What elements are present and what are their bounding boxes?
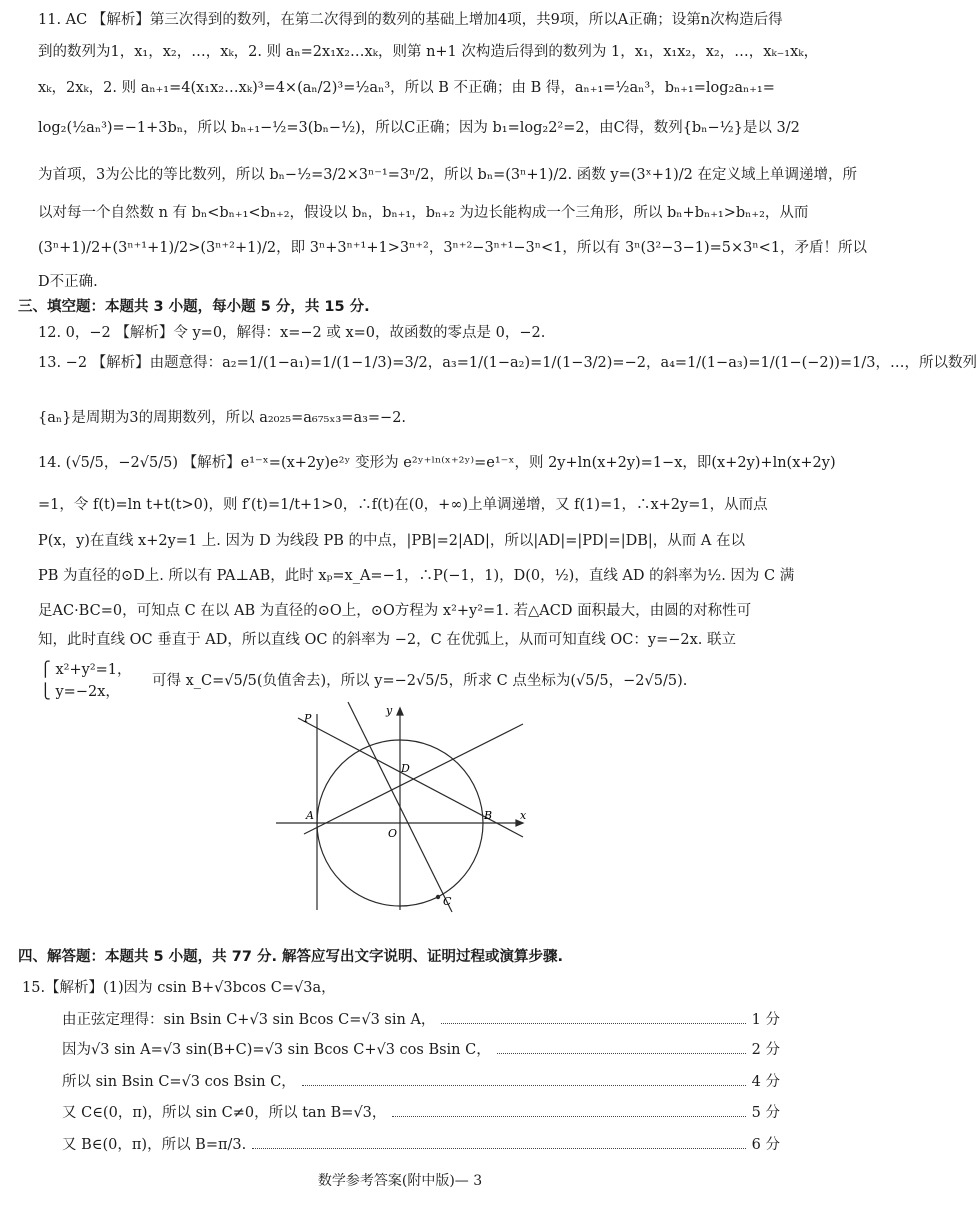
q15-intro: 15.【解析】(1)因为 csin B+√3bcos C=√3a， xyxy=(22,980,336,996)
q14-line-5: 足AC·BC=0，可知点 C 在以 AB 为直径的⊙O上，⊙O方程为 x²+y²=1. 若△ACD 面积最大，由圆的对称性可 xyxy=(38,603,752,619)
label-d: D xyxy=(401,762,410,775)
q14-line-2: =1，令 f(t)=ln t+t(t>0)，则 f′(t)=1/t+1>0，∴f(t)在(0，+∞)上单调递增，又 f(1)=1，∴x+2y=1，从而点 xyxy=(38,497,768,513)
q11-line-4: log₂(½aₙ³)=−1+3bₙ，所以 bₙ₊₁−½=3(bₙ−½)，所以C正确；因为 b₁=log₂2²=2，由C得，数列{bₙ−½}是以 3/2 xyxy=(38,120,800,136)
label-b: B xyxy=(484,809,493,822)
q15-step xyxy=(62,1135,780,1155)
label-x: x xyxy=(520,809,527,822)
q14-line-1: 14. (√5/5，−2√5/5) 【解析】e¹⁻ˣ=(x+2y)e²ʸ 变形为 e²ʸ⁺ˡⁿ⁽ˣ⁺²ʸ⁾=e¹⁻ˣ，则 2y+ln(x+2y)=1−x，即(x+2y)+ln(x+2y) xyxy=(38,455,836,471)
point-c xyxy=(436,895,440,899)
q14-system-eq-2: ⎩ y=−2x， xyxy=(40,684,120,700)
q14-line-7: 可得 x_C=√5/5(负值舍去)，所以 y=−2√5/5，所求 C 点坐标为(√5/5，−2√5/5). xyxy=(152,673,688,689)
q15-step xyxy=(62,1010,780,1030)
section-heading-solutions: 四、解答题：本题共 5 小题，共 77 分. 解答应写出文字说明、证明过程或演算步骤. xyxy=(18,949,564,965)
q15-step-points: 2 分 xyxy=(751,1042,780,1058)
q14-line-3: P(x，y)在直线 x+2y=1 上. 因为 D 为线段 PB 的中点，|PB|=2|AD|，所以|AD|=|PD|=|DB|，从而 A 在以 xyxy=(38,533,745,549)
q14-line-6: 知，此时直线 OC 垂直于 AD，所以直线 OC 的斜率为 −2，C 在优弧上，从而可知直线 OC：y=−2x. 联立 xyxy=(38,632,736,648)
q15-step-points: 6 分 xyxy=(751,1137,780,1153)
q12-line: 12. 0，−2 【解析】令 y=0，解得：x=−2 或 x=0，故函数的零点是 0，−2. xyxy=(38,325,546,341)
q13-line-2: {aₙ}是周期为3的周期数列，所以 a₂₀₂₅=a₆₇₅ₓ₃=a₃=−2. xyxy=(38,410,407,426)
leader-dots xyxy=(441,1010,745,1024)
q11-line-2: 到的数列为1，x₁，x₂，…，xₖ，2. 则 aₙ=2x₁x₂…xₖ，则第 n+1 次构造后得到的数列为 1，x₁，x₁x₂，x₂，…，xₖ₋₁xₖ， xyxy=(38,44,819,60)
q15-step xyxy=(62,1040,780,1060)
section-heading-fill-blank: 三、填空题：本题共 3 小题，每小题 5 分，共 15 分. xyxy=(18,299,370,315)
geometry-figure xyxy=(268,700,534,915)
q14-system-eq-1: ⎧ x²+y²=1， xyxy=(40,662,132,678)
q15-step-text: 又 B∈(0，π)，所以 B=π/3. xyxy=(62,1137,247,1153)
label-c: C xyxy=(443,895,452,908)
q15-step-text: 由正弦定理得：sin Bsin C+√3 sin Bcos C=√3 sin A， xyxy=(62,1012,436,1028)
label-a: A xyxy=(306,809,314,822)
q15-step xyxy=(62,1103,780,1123)
q11-line-5: 为首项，3为公比的等比数列，所以 bₙ−½=3/2×3ⁿ⁻¹=3ⁿ/2，所以 bₙ=(3ⁿ+1)/2. 函数 y=(3ˣ+1)/2 在定义域上单调递增，所 xyxy=(38,167,858,183)
q14-line-4: PB 为直径的⊙D上. 所以有 PA⊥AB，此时 xₚ=x_A=−1，∴P(−1，1)，D(0，½)，直线 AD 的斜率为½. 因为 C 满 xyxy=(38,568,795,584)
q11-line-6: 以对每一个自然数 n 有 bₙ<bₙ₊₁<bₙ₊₂，假设以 bₙ，bₙ₊₁，bₙ₊₂ 为边长能构成一个三角形，所以 bₙ+bₙ₊₁>bₙ₊₂，从而 xyxy=(38,205,809,221)
q11-line-8: D不正确. xyxy=(38,274,98,290)
q15-step-points: 1 分 xyxy=(751,1012,780,1028)
label-p: P xyxy=(304,712,312,725)
leader-dots xyxy=(302,1072,746,1086)
q15-step-points: 4 分 xyxy=(751,1074,780,1090)
q15-step-text: 因为√3 sin A=√3 sin(B+C)=√3 sin Bcos C+√3 cos Bsin C， xyxy=(62,1042,491,1058)
y-axis-arrow xyxy=(397,708,403,715)
q15-step-text: 所以 sin Bsin C=√3 cos Bsin C， xyxy=(62,1074,296,1090)
leader-dots xyxy=(497,1040,746,1054)
leader-dots xyxy=(392,1103,745,1117)
page-footer: 数学参考答案(附中版)— 3 xyxy=(317,1173,483,1189)
q15-step-text: 又 C∈(0，π)，所以 sin C≠0，所以 tan B=√3， xyxy=(62,1105,387,1121)
label-o: O xyxy=(388,827,398,840)
q15-step-points: 5 分 xyxy=(751,1105,780,1121)
q11-line-3: xₖ，2xₖ，2. 则 aₙ₊₁=4(x₁x₂…xₖ)³=4×(aₙ/2)³=½aₙ³，所以 B 不正确；由 B 得，aₙ₊₁=½aₙ³，bₙ₊₁=log₂aₙ₊₁= xyxy=(38,80,775,96)
q13-line-1: 13. −2 【解析】由题意得：a₂=1/(1−a₁)=1/(1−1/3)=3/2，a₃=1/(1−a₂)=1/(1−3/2)=−2，a₄=1/(1−a₃)=1/(1−(−2))=1/3，…，所以数列 xyxy=(38,355,977,371)
q11-line-1: 11. AC 【解析】第三次得到的数列，在第二次得到的数列的基础上增加4项，共9项，所以A正确；设第n次构造后得 xyxy=(38,12,783,28)
leader-dots xyxy=(252,1135,745,1149)
q11-line-7: (3ⁿ+1)/2+(3ⁿ⁺¹+1)/2>(3ⁿ⁺²+1)/2，即 3ⁿ+3ⁿ⁺¹+1>3ⁿ⁺²，3ⁿ⁺²−3ⁿ⁺¹−3ⁿ<1，所以有 3ⁿ(3²−3−1)=5×3ⁿ<1，矛盾！所以 xyxy=(38,240,868,256)
q15-step xyxy=(62,1072,780,1092)
label-y: y xyxy=(386,704,393,717)
